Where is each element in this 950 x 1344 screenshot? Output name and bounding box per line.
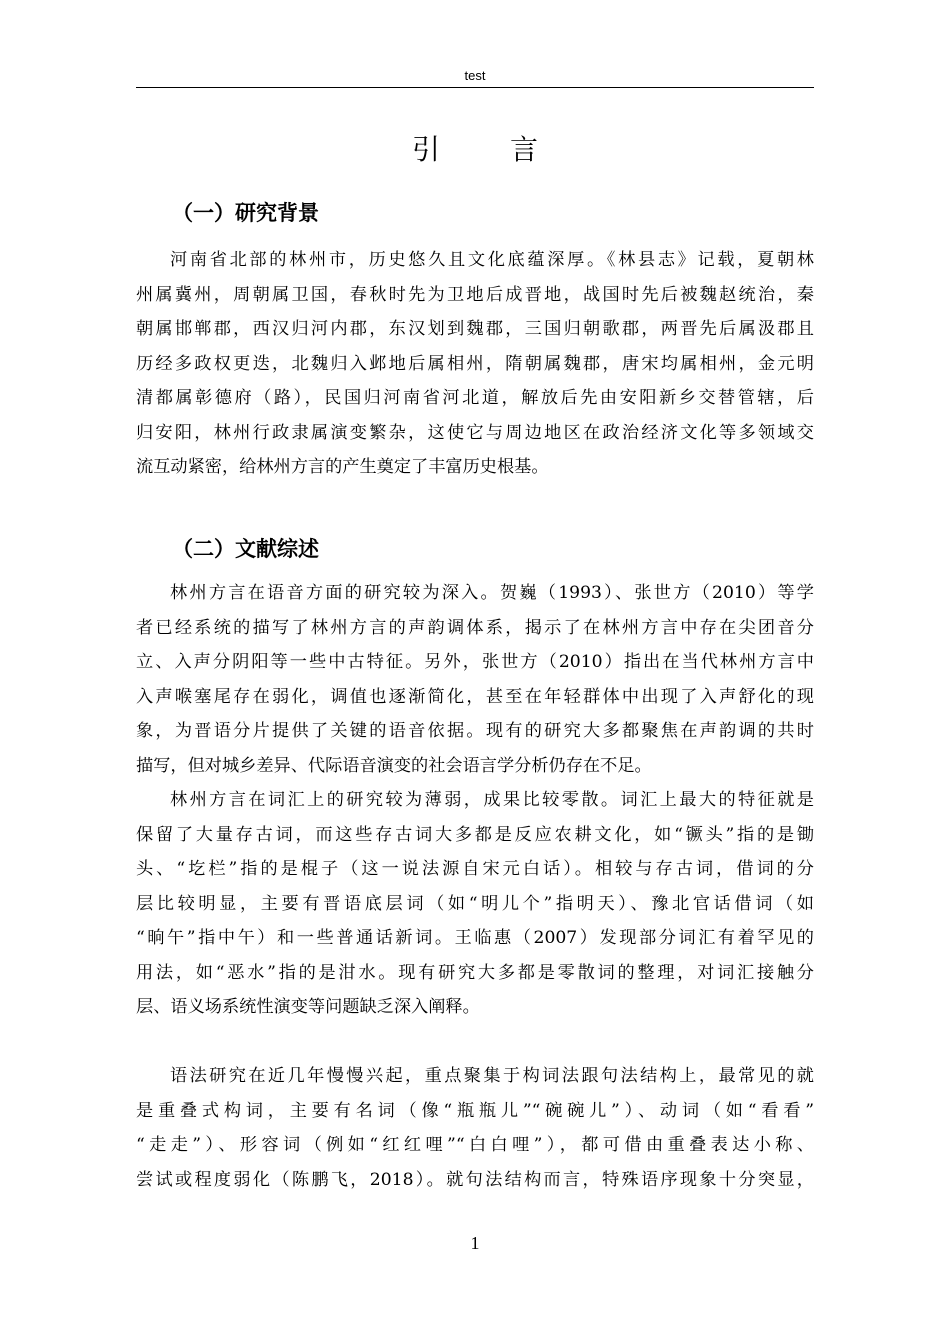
text-line: 用法，如“恶水”指的是泔水。现有研究大多都是零散词的整理，对词汇接触分	[136, 962, 814, 983]
text-line: 象，为晋语分片提供了关键的语音依据。现有的研究大多都聚焦在声韵调的共时	[136, 721, 814, 741]
page-title	[0, 128, 950, 168]
text-line: 头、“圪栏”指的是棍子（这一说法源自宋元白话）。相较与存古词，借词的分	[136, 859, 814, 879]
paragraph-phonology	[136, 576, 814, 783]
text-line: 尝试或程度弱化（陈鹏飞，2018）。就句法结构而言，特殊语序现象十分突显，	[136, 1169, 814, 1190]
paragraph-lexicon	[136, 783, 814, 1025]
text-line: 朝属邯郸郡，西汉归河内郡，东汉划到魏郡，三国归朝歌郡，两晋先后属汲郡且	[136, 319, 814, 339]
text-line: “晌午”指中午）和一些普通话新词。王临惠（2007）发现部分词汇有着罕见的	[136, 928, 814, 948]
text-line: 描写，但对城乡差异、代际语音演变的社会语言学分析仍存在不足。	[136, 755, 652, 776]
section-heading-literature: （二）文献综述	[172, 537, 319, 561]
text-line: 语法研究在近几年慢慢兴起，重点聚集于构词法跟句法结构上，最常见的就	[170, 1066, 814, 1086]
header-rule	[136, 87, 814, 88]
text-line: 入声喉塞尾存在弱化，调值也逐渐简化，甚至在年轻群体中出现了入声舒化的现	[136, 686, 814, 707]
text-line: 保留了大量存古词，而这些存古词大多都是反应农耕文化，如“镢头”指的是锄	[136, 824, 814, 845]
text-line: 河南省北部的林州市，历史悠久且文化底蕴深厚。《林县志》记载，夏朝林	[170, 250, 814, 270]
text-line: 州属冀州，周朝属卫国，春秋时先为卫地后成晋地，战国时先后被魏赵统治，秦	[136, 284, 814, 305]
text-line: 林州方言在语音方面的研究较为深入。贺巍（1993）、张世方（2010）等学	[170, 583, 814, 603]
text-line: 清都属彰德府（路），民国归河南省河北道，解放后先由安阳新乡交替管辖，后	[136, 388, 814, 408]
text-line: 立、入声分阴阳等一些中古特征。另外，张世方（2010）指出在当代林州方言中	[136, 652, 814, 672]
text-line: 流互动紧密，给林州方言的产生奠定了丰富历史根基。	[136, 457, 549, 477]
text-line: “走走”）、形容词（例如“红红哩”“白白哩”），都可借由重叠表达小称、	[136, 1135, 814, 1155]
text-line: 层、语义场系统性演变等问题缺乏深入阐释。	[136, 997, 480, 1017]
text-line: 层比较明显，主要有晋语底层词（如“明儿个”指明天）、豫北官话借词（如	[136, 893, 814, 914]
text-line: 历经多政权更迭，北魏归入邺地后属相州，隋朝属魏郡，唐宋均属相州，金元明	[136, 353, 814, 374]
title-char-1: 引	[411, 133, 440, 166]
title-char-2: 言	[510, 133, 539, 166]
page-number: 1	[470, 1233, 480, 1253]
text-line: 是重叠式构词，主要有名词（像“瓶瓶儿”“碗碗儿”）、动词（如“看看”	[136, 1100, 814, 1121]
paragraph-history	[136, 243, 814, 485]
text-line: 林州方言在词汇上的研究较为薄弱，成果比较零散。词汇上最大的特征就是	[170, 790, 814, 810]
running-header: test	[464, 68, 486, 83]
section-heading-background: （一）研究背景	[172, 201, 319, 225]
text-line: 归安阳，林州行政隶属演变繁杂，这使它与周边地区在政治经济文化等多领域交	[136, 422, 814, 443]
paragraph-grammar	[136, 1059, 814, 1197]
text-line: 者已经系统的描写了林州方言的声韵调体系，揭示了在林州方言中存在尖团音分	[136, 617, 814, 638]
